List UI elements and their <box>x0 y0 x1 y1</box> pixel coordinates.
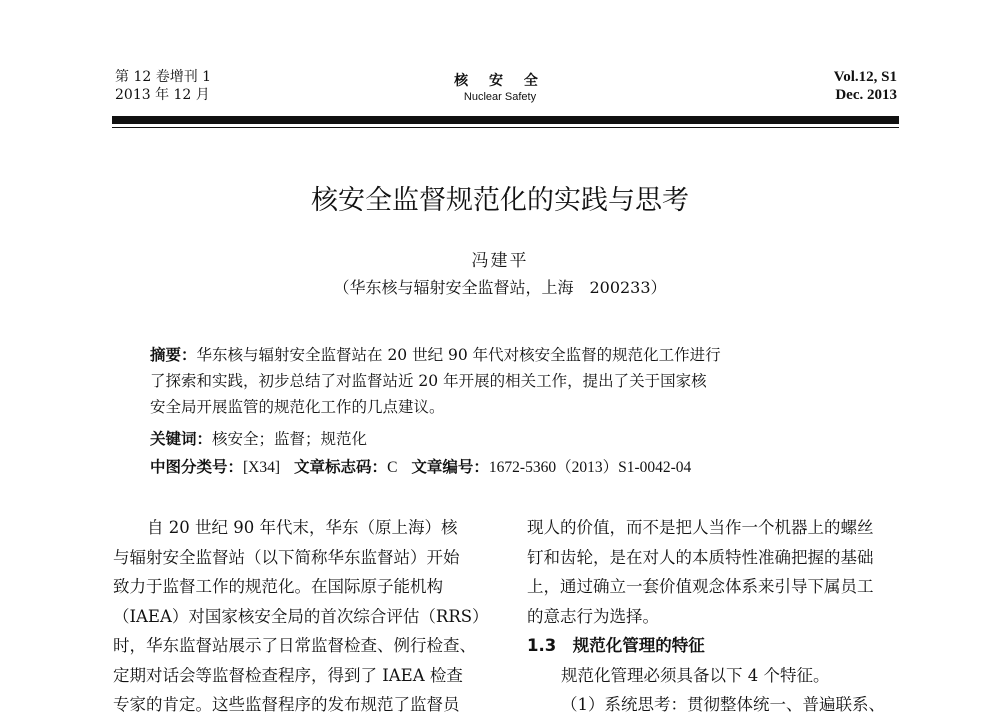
journal-name-cn: 核 安 全 <box>454 73 546 89</box>
abstract-line: 了探索和实践，初步总结了对监督站近 20 年开展的相关工作，提出了关于国家核 <box>150 372 707 390</box>
author: 冯建平 <box>471 251 529 271</box>
doc-code-label: 文章标志码： <box>294 458 388 476</box>
body-line: （IAEA）对国家核安全局的首次综合评估（RRS） <box>113 606 489 626</box>
body-line: 与辐射安全监督站（以下简称华东监督站）开始 <box>113 547 460 567</box>
body-line: 钉和齿轮，是在对人的本质特性准确把握的基础 <box>527 547 874 567</box>
keywords-label: 关键词： <box>150 430 213 448</box>
journal-issue-info <box>115 68 211 104</box>
date-en: Dec. 2013 <box>835 87 897 103</box>
body-line: 现人的价值，而不是把人当作一个机器上的螺丝 <box>527 518 874 537</box>
abstract-line: 安全局开展监管的规范化工作的几点建议。 <box>150 398 445 416</box>
body-line: 规范化管理必须具备以下 4 个特征。 <box>561 665 830 685</box>
keywords-text: 核安全；监督；规范化 <box>212 430 368 448</box>
body-line: （1）系统思考：贯彻整体统一、普遍联系、 <box>561 695 885 714</box>
abstract <box>150 342 862 420</box>
journal-name-en: Nuclear Safety <box>463 91 537 103</box>
clc-label: 中图分类号： <box>150 458 244 476</box>
body-line: 专家的肯定。这些监督程序的发布规范了监督员 <box>113 695 460 714</box>
volume-issue: 第 12 卷增刊 1 <box>115 69 212 85</box>
doc-code-value: C <box>387 459 398 476</box>
journal-name <box>380 72 620 104</box>
abstract-line: 华东核与辐射安全监督站在 20 世纪 90 年代对核安全监督的规范化工作进行 <box>196 346 721 364</box>
article-no-value: 1672-5360（2013）S1-0042-04 <box>488 459 692 476</box>
header-rule-thin <box>112 127 899 128</box>
header-rule-thick <box>112 116 899 124</box>
body-column-left <box>113 513 493 720</box>
section-heading: 1.3 规范化管理的特征 <box>527 636 705 655</box>
issue-date: 2013 年 12 月 <box>115 87 210 103</box>
article-no-label: 文章编号： <box>411 458 489 476</box>
journal-volume-en <box>834 68 897 104</box>
body-line: 上，通过确立一套价值观念体系来引导下属员工 <box>527 577 874 596</box>
body-column-right <box>527 513 902 720</box>
clc-value: [X34] <box>243 459 281 476</box>
keywords <box>150 428 367 450</box>
body-line: 定期对话会等监督检查程序，得到了 IAEA 检查 <box>113 665 463 685</box>
paper-title: 核安全监督规范化的实践与思考 <box>311 185 689 216</box>
body-line: 自 20 世纪 90 年代末，华东（原上海）核 <box>147 518 458 537</box>
abstract-label: 摘要： <box>150 346 197 364</box>
classification-line <box>150 456 691 479</box>
body-line: 时，华东监督站展示了日常监督检查、例行检查、 <box>113 636 476 655</box>
body-line: 致力于监督工作的规范化。在国际原子能机构 <box>113 577 443 596</box>
body-line: 的意志行为选择。 <box>527 606 659 626</box>
volume-en: Vol.12, S1 <box>833 69 897 85</box>
affiliation: （华东核与辐射安全监督站，上海 200233） <box>333 278 667 297</box>
